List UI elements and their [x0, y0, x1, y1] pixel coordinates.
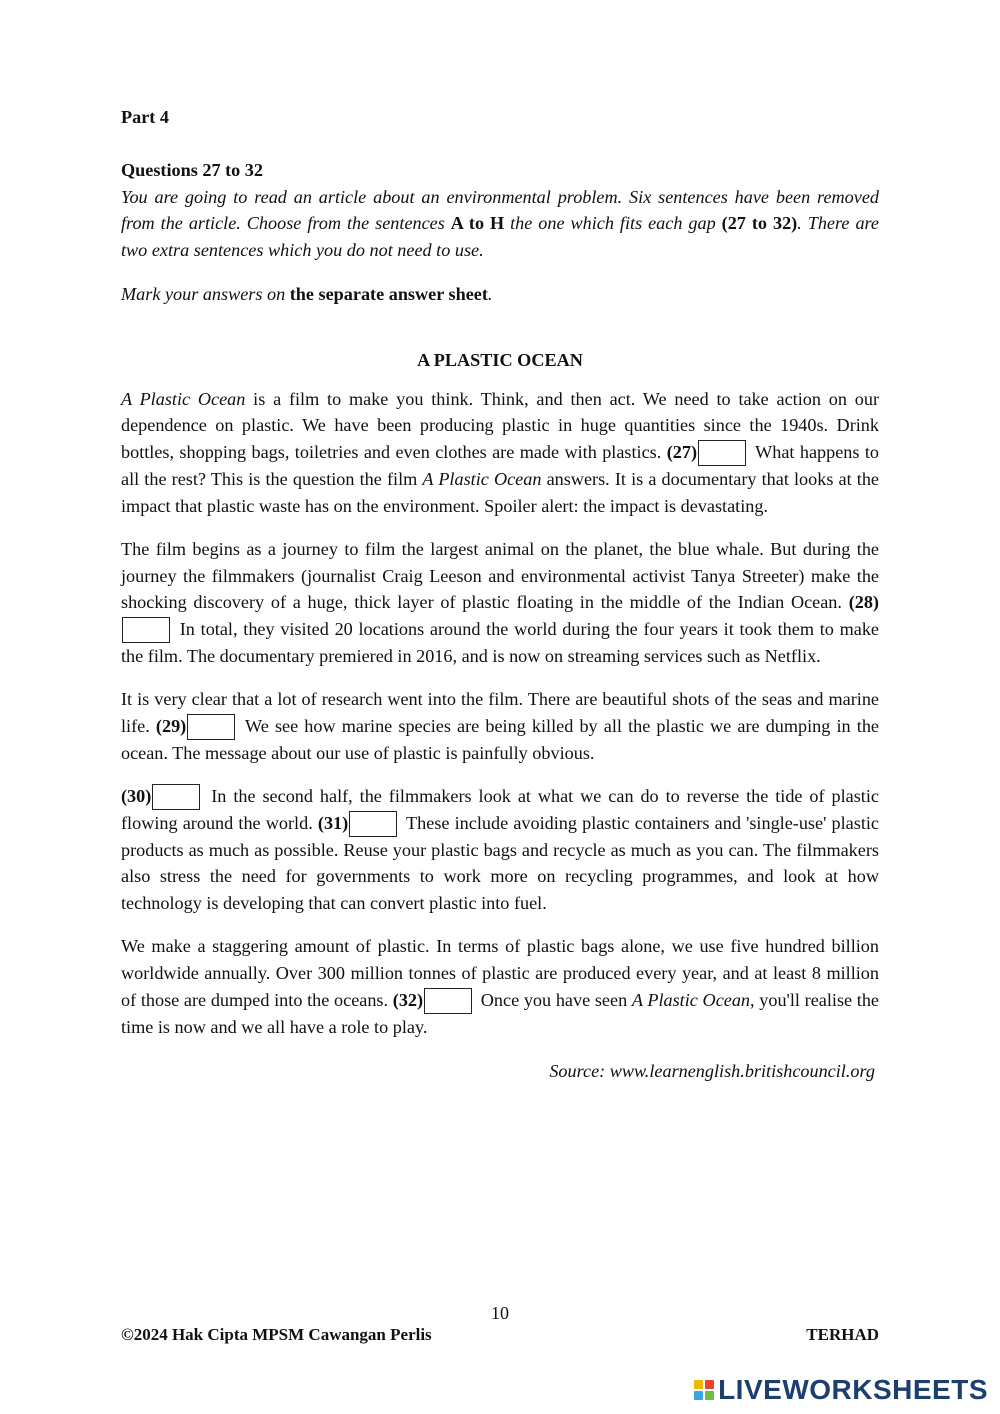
classification-label: TERHAD [806, 1325, 879, 1344]
paragraph-text: These include avoiding plastic containers and 'single-use' plastic products as much as possible. Reuse your plastic bags and recycle as much as you can. The filmmakers also stress the need for governments to work more on recycling programmes, and look at how technology is developing that can convert plastic into fuel. [121, 812, 879, 914]
gap-answer-box-28[interactable] [122, 617, 170, 643]
instructions-text: . There are two extra sentences which you do not need to use. [121, 213, 880, 261]
gap-number-27: (27) [666, 442, 698, 463]
gap-number-28: (28) [848, 592, 879, 613]
answer-sheet-label: the separate answer sheet [289, 283, 488, 304]
film-title: A Plastic Ocean [121, 388, 246, 409]
paragraph-text: What happens to all the rest? This is the question the film [121, 442, 879, 490]
paragraph-text: is a film to make you think. Think, and then act. We need to take action on our dependence on plastic. We have been producing plastic in huge quantities since the 1940s. Drink bottles, shopping bags, toiletries and even clothes are made with plastics. [121, 388, 879, 463]
instructions-bold-range: (27 to 32) [721, 213, 798, 234]
paragraph-3 [121, 686, 879, 767]
paragraph-2 [121, 536, 879, 670]
film-title: A Plastic Ocean [422, 469, 542, 490]
paragraph-text: In total, they visited 20 locations around the world during the four years it took them to make the film. The documentary premiered in 2016, and is now on streaming services such as Netflix. [121, 619, 879, 667]
instructions-bold-options: A to H [450, 213, 505, 234]
film-title: A Plastic Ocean [631, 989, 751, 1010]
page-content [121, 104, 879, 1085]
gap-answer-box-29[interactable] [187, 714, 235, 740]
paragraph-text: , you'll realise the time is now and we all have a role to play. [121, 989, 880, 1037]
copyright-notice: ©2024 Hak Cipta MPSM Cawangan Perlis [121, 1325, 432, 1344]
gap-number-31: (31) [317, 812, 349, 833]
article-title: A PLASTIC OCEAN [417, 349, 583, 370]
paragraph-1 [121, 386, 879, 520]
paragraph-text: The film begins as a journey to film the largest animal on the planet, the blue whale. But during the journey the filmmakers (journalist Craig Leeson and environmental activist Tanya Streeter) make the shocking discovery of a huge, thick layer of plastic floating in the middle of the Indian Ocean. [121, 538, 879, 613]
mark-answers-end: . [487, 283, 493, 304]
liveworksheets-brand [694, 1374, 988, 1406]
paragraph-text: It is very clear that a lot of research went into the film. There are beautiful shots of the seas and marine life. [121, 688, 879, 736]
liveworksheets-logo-icon [694, 1380, 714, 1400]
logo-square [705, 1380, 714, 1389]
instructions [121, 184, 879, 264]
gap-answer-box-27[interactable] [698, 440, 746, 466]
gap-answer-box-31[interactable] [349, 811, 397, 837]
gap-answer-box-32[interactable] [424, 988, 472, 1014]
paragraph-text: answers. It is a documentary that looks at the impact that plastic waste has on the environment. Spoiler alert: the impact is devastating. [121, 469, 880, 516]
source-citation: Source: www.learnenglish.britishcouncil.org [549, 1061, 875, 1082]
instructions-text: You are going to read an article about an environmental problem. Six sentences have been removed from the article. Choose from the sentences [121, 186, 879, 234]
paragraph-text: In the second half, the filmmakers look at what we can do to reverse the tide of plastic flowing around the world. [121, 785, 879, 833]
paragraph-4 [121, 783, 879, 917]
paragraph-text: Once you have seen [476, 989, 632, 1010]
page-number: 10 [491, 1303, 509, 1323]
paragraph-text: We see how marine species are being killed by all the plastic we are dumping in the ocean. The message about our use of plastic is painfully obvious. [121, 715, 879, 763]
logo-square [694, 1380, 703, 1389]
questions-heading: Questions 27 to 32 [121, 159, 263, 180]
part-label: Part 4 [121, 107, 169, 127]
gap-answer-box-30[interactable] [152, 784, 200, 810]
mark-answers-line [121, 281, 879, 308]
logo-square [694, 1391, 703, 1400]
instructions-text: the one which fits each gap [504, 213, 722, 234]
logo-square [705, 1391, 714, 1400]
brand-name: LIVEWORKSHEETS [718, 1374, 988, 1405]
paragraph-5 [121, 933, 879, 1040]
mark-answers-text: Mark your answers on [121, 283, 290, 304]
gap-number-32: (32) [392, 989, 424, 1010]
paragraph-text: We make a staggering amount of plastic. In terms of plastic bags alone, we use five hundred billion worldwide annually. Over 300 million tonnes of plastic are produced every year, and at least 8 million of those are dumped into the oceans. [121, 935, 879, 1010]
gap-number-30: (30) [121, 785, 152, 806]
gap-number-29: (29) [155, 715, 187, 736]
